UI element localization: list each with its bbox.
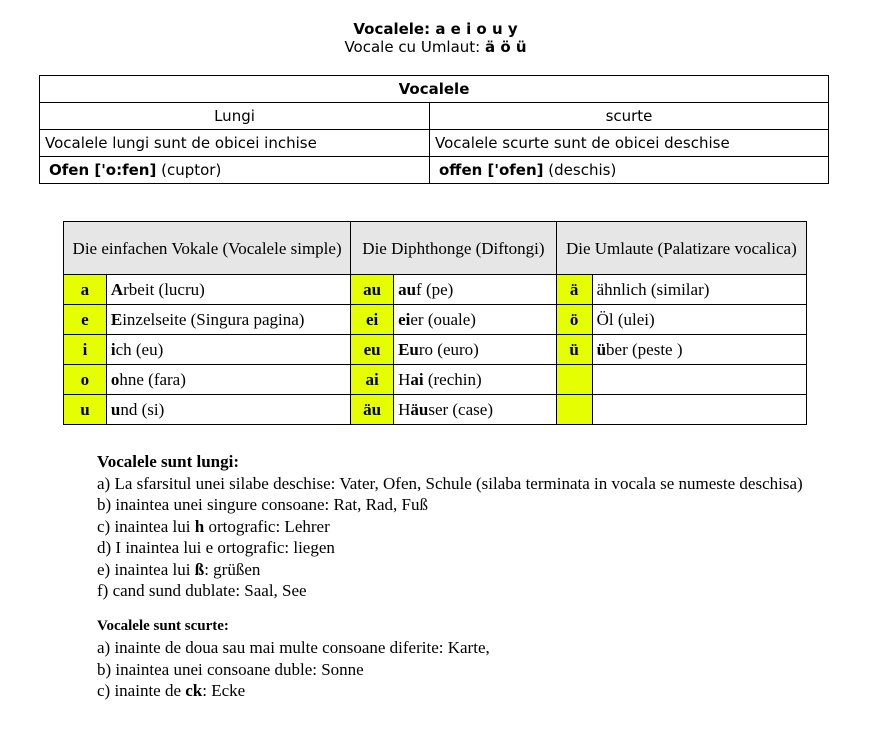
long-rule-e	[40, 559, 830, 581]
short-example-translation: (deschis)	[543, 161, 617, 179]
umlaut-example-rest: ber (peste )	[606, 339, 683, 359]
header-umlauts: Die Umlaute (Palatizare vocalica)	[556, 222, 806, 275]
umlaut-example	[592, 395, 806, 425]
vowel-row	[64, 365, 807, 395]
simple-vowel-example	[106, 395, 350, 425]
simple-vowel-letter: a	[64, 275, 107, 305]
long-rule-e-pre: e) inaintea lui	[97, 559, 195, 579]
title-label: Vocalele:	[353, 20, 436, 38]
short-rule-b: b) inaintea unei consoane duble: Sonne	[97, 659, 364, 679]
diphthong-example-bold: ei	[398, 309, 411, 329]
simple-vowel-example	[106, 335, 350, 365]
vowel-row	[64, 395, 807, 425]
diphthong-example-rest: f (pe)	[416, 279, 454, 299]
simple-vowel-example-rest: inzelseite (Singura pagina)	[122, 309, 305, 329]
short-rule-a: a) inainte de doua sau mai multe consoane diferite: Karte,	[97, 638, 490, 657]
vowel-row	[64, 305, 807, 335]
title-block	[0, 20, 871, 56]
long-example-word: Ofen ['o:fen]	[49, 161, 157, 179]
diphthong-letter: ai	[351, 365, 394, 395]
diphthong-example-bold: Eu	[398, 339, 419, 359]
umlaut-example	[592, 365, 806, 395]
vowel-types-body	[64, 275, 807, 425]
short-rule-c-pre: c) inainte de	[97, 681, 186, 700]
simple-vowel-example-bold: A	[110, 279, 124, 299]
simple-vowel-example	[106, 305, 350, 335]
short-example	[430, 157, 829, 184]
simple-vowel-example-rest: hne (fara)	[119, 369, 186, 389]
simple-vowel-example-bold: i	[110, 339, 116, 359]
umlaut-letter	[556, 365, 592, 395]
long-rule-c-pre: c) inaintea lui	[97, 516, 195, 536]
simple-vowel-example-rest: ch (eu)	[115, 339, 164, 359]
simple-vowel-letter: o	[64, 365, 107, 395]
diphthong-example	[394, 395, 557, 425]
simple-vowel-letter: i	[64, 335, 107, 365]
vowel-row	[64, 275, 807, 305]
short-rule-c-bold: ck	[185, 681, 203, 700]
diphthong-example-bold: ai	[410, 369, 424, 389]
diphthong-example	[394, 305, 557, 335]
diphthong-example-bold: äu	[410, 399, 429, 419]
short-description: Vocalele scurte sunt de obicei deschise	[430, 130, 829, 157]
simple-vowel-example	[106, 365, 350, 395]
umlaut-example-rest: ähnlich (similar)	[596, 279, 710, 299]
header-simple-vowels: Die einfachen Vokale (Vocalele simple)	[64, 222, 351, 275]
vowel-row	[64, 335, 807, 365]
subtitle-umlaut-list: ä ö ü	[485, 38, 527, 56]
diphthong-letter: eu	[351, 335, 394, 365]
umlaut-example	[592, 335, 806, 365]
diphthong-example	[394, 335, 557, 365]
diphthong-example-pre: H	[398, 369, 411, 389]
umlaut-example-rest: Öl (ulei)	[596, 309, 655, 329]
rules-text	[40, 451, 830, 702]
umlaut-example	[592, 305, 806, 335]
header-diphthongs: Die Diphthonge (Diftongi)	[351, 222, 557, 275]
umlaut-example	[592, 275, 806, 305]
vowel-length-table-header: Vocalele	[40, 76, 829, 103]
diphthong-example-bold: au	[398, 279, 417, 299]
simple-vowel-example-bold: o	[110, 369, 120, 389]
subtitle-umlaut	[0, 38, 871, 56]
simple-vowel-example	[106, 275, 350, 305]
diphthong-example	[394, 275, 557, 305]
column-long-header: Lungi	[40, 103, 430, 130]
long-rule-f: f) cand sund dublate: Saal, See	[97, 581, 307, 600]
long-vowels-heading-text: Vocalele sunt lungi:	[97, 452, 240, 471]
long-rule-a: a) La sfarsitul unei silabe deschise: Vater, Ofen, Schule (silaba terminata in vocala se numeste deschisa)	[97, 473, 803, 493]
long-vowels-heading	[40, 451, 830, 473]
short-vowels-heading: Vocalele sunt scurte:	[97, 617, 229, 634]
simple-vowel-letter: u	[64, 395, 107, 425]
vowel-length-table	[39, 75, 829, 184]
short-rule-c-rest: : Ecke	[202, 681, 246, 700]
diphthong-example-rest: er (ouale)	[410, 309, 476, 329]
long-rule-d: d) I inaintea lui e ortografic: liegen	[97, 538, 335, 557]
diphthong-example-rest: ro (euro)	[418, 339, 479, 359]
vowel-types-table	[63, 221, 807, 425]
simple-vowel-letter: e	[64, 305, 107, 335]
simple-vowel-example-rest: nd (si)	[120, 399, 165, 419]
diphthong-letter: ei	[351, 305, 394, 335]
simple-vowel-example-rest: rbeit (lucru)	[123, 279, 205, 299]
long-rule-b: b) inaintea unei singure consoane: Rat, Rad, Fuß	[97, 495, 428, 514]
simple-vowel-example-bold: E	[110, 309, 123, 329]
long-description: Vocalele lungi sunt de obicei inchise	[40, 130, 430, 157]
diphthong-example-rest: (rechin)	[423, 369, 482, 389]
subtitle-label: Vocale cu Umlaut:	[344, 38, 485, 56]
long-example	[40, 157, 430, 184]
umlaut-letter	[556, 395, 592, 425]
diphthong-letter: äu	[351, 395, 394, 425]
simple-vowel-example-bold: u	[110, 399, 121, 419]
long-rule-e-bold: ß	[194, 559, 205, 579]
umlaut-example-bold: ü	[596, 339, 607, 359]
diphthong-letter: au	[351, 275, 394, 305]
long-rule-e-rest: : grüßen	[204, 559, 261, 579]
umlaut-letter: ö	[556, 305, 592, 335]
title-vowels	[0, 20, 871, 38]
short-example-word: offen ['ofen]	[439, 161, 544, 179]
diphthong-example-pre: H	[398, 399, 411, 419]
title-vowel-list: a e i o u y	[435, 20, 518, 38]
long-rule-c-rest: ortografic: Lehrer	[204, 516, 330, 536]
long-rule-c-bold: h	[194, 516, 205, 536]
diphthong-example-rest: ser (case)	[428, 399, 493, 419]
column-short-header: scurte	[430, 103, 829, 130]
long-example-translation: (cuptor)	[156, 161, 222, 179]
umlaut-letter: ü	[556, 335, 592, 365]
short-rule-c	[40, 680, 830, 702]
umlaut-letter: ä	[556, 275, 592, 305]
diphthong-example	[394, 365, 557, 395]
long-rule-c	[40, 516, 830, 538]
